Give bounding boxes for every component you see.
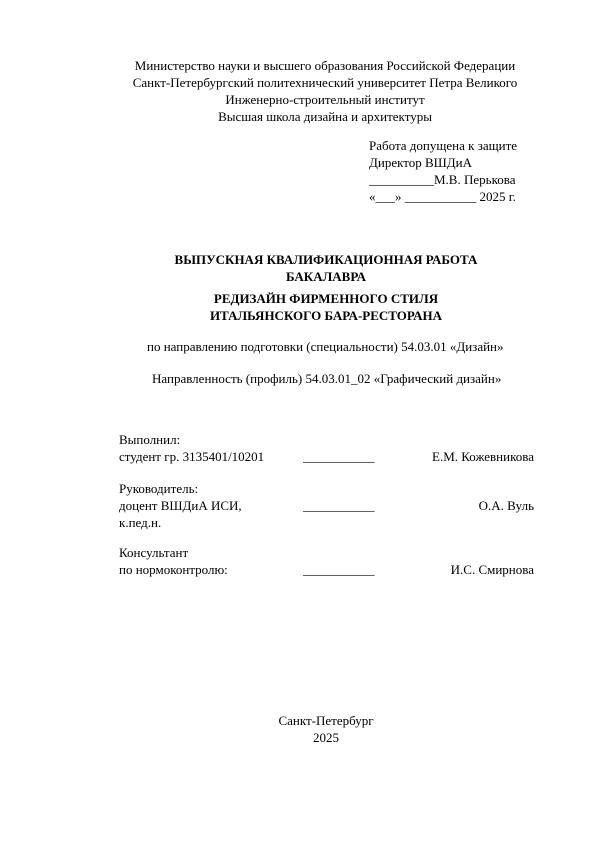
study-profile: Направленность (профиль) 54.03.01_02 «Графический дизайн» bbox=[152, 371, 502, 386]
work-type-line-1: ВЫПУСКНАЯ КВАЛИФИКАЦИОННАЯ РАБОТА bbox=[174, 252, 478, 267]
supervisor-degree: к.пед.н. bbox=[119, 515, 162, 530]
approval-director-title: Директор ВШДиА bbox=[369, 155, 472, 170]
footer bbox=[0, 712, 595, 746]
work-title-block bbox=[0, 251, 595, 324]
topic-line-1: РЕДИЗАЙН ФИРМЕННОГО СТИЛЯ bbox=[213, 291, 439, 306]
city: Санкт-Петербург bbox=[278, 713, 374, 728]
author-signature-line: ___________ bbox=[303, 449, 375, 464]
university-line: Санкт-Петербургский политехнический университет Петра Великого bbox=[132, 75, 518, 90]
supervisor-position: доцент ВШДиА ИСИ, bbox=[119, 498, 242, 513]
consultant-name: И.С. Смирнова bbox=[450, 562, 534, 577]
consultant-signature-line: ___________ bbox=[303, 562, 375, 577]
institute-line: Инженерно-строительный институт bbox=[225, 92, 425, 107]
approval-block bbox=[369, 137, 517, 205]
work-type-line-2: БАКАЛАВРА bbox=[285, 269, 367, 284]
author-role: Выполнил: bbox=[119, 432, 181, 447]
approval-status: Работа допущена к защите bbox=[369, 138, 518, 153]
supervisor-name: О.А. Вуль bbox=[478, 498, 534, 513]
consultant-signature-block bbox=[119, 544, 534, 578]
approval-director-signature: __________М.В. Перькова bbox=[369, 172, 516, 187]
ministry-line: Министерство науки и высшего образования Российской Федерации bbox=[134, 58, 516, 73]
school-line: Высшая школа дизайна и архитектуры bbox=[218, 109, 432, 124]
author-name: Е.М. Кожевникова bbox=[432, 449, 534, 464]
topic-line-2: ИТАЛЬЯНСКОГО БАРА-РЕСТОРАНА bbox=[209, 308, 443, 323]
supervisor-role: Руководитель: bbox=[119, 481, 199, 496]
consultant-role: Консультант bbox=[119, 545, 189, 560]
supervisor-signature-block bbox=[119, 480, 534, 531]
supervisor-signature-line: ___________ bbox=[303, 498, 375, 513]
study-direction: по направлению подготовки (специальности) 54.03.01 «Дизайн» bbox=[147, 339, 504, 354]
approval-date: «___» ___________ 2025 г. bbox=[369, 189, 516, 204]
institution-header bbox=[0, 57, 595, 125]
author-signature-block bbox=[119, 431, 534, 465]
author-position: студент гр. 3135401/10201 bbox=[119, 449, 265, 464]
year: 2025 bbox=[313, 730, 339, 745]
consultant-position: по нормоконтролю: bbox=[119, 562, 228, 577]
